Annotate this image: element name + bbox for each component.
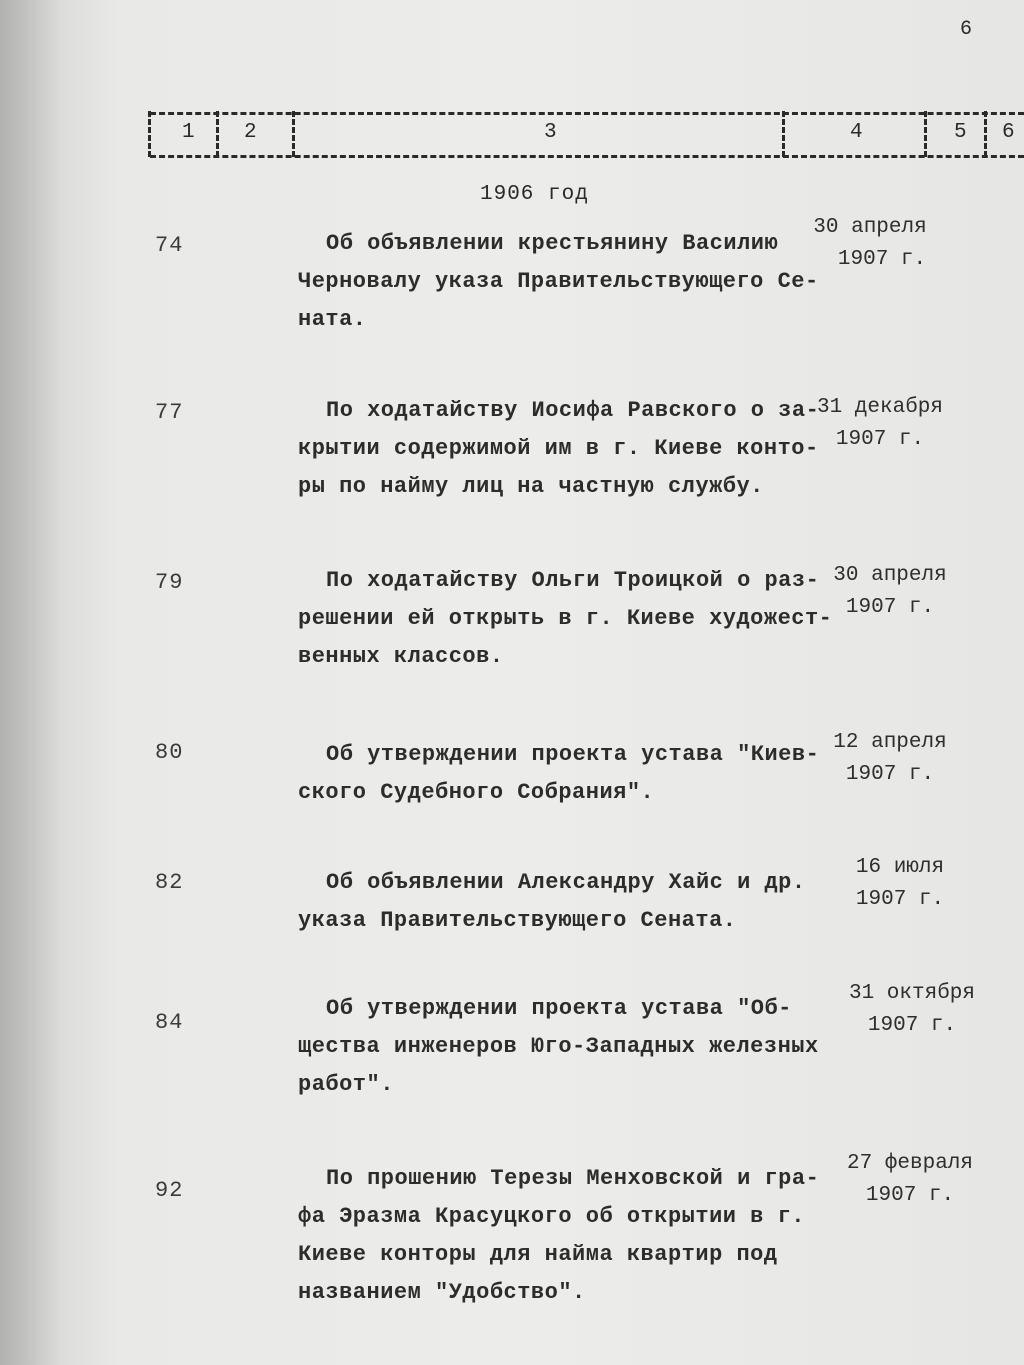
entry-text-line: ната. bbox=[298, 307, 367, 332]
entry-text-line: ского Судебного Собрания". bbox=[298, 780, 655, 805]
entry-text-line: По ходатайству Иосифа Равского о за- bbox=[326, 398, 820, 423]
entry-text bbox=[298, 736, 820, 812]
entry-text-line: Черновалу указа Правительствующего Се- bbox=[298, 269, 819, 294]
entry-text-line: Об утверждении проекта устава "Об- bbox=[326, 996, 792, 1021]
entry-text bbox=[298, 990, 819, 1104]
column-header-4: 4 bbox=[850, 121, 863, 144]
entry-date-day: 27 февраля bbox=[846, 1152, 974, 1175]
column-divider bbox=[782, 111, 785, 157]
entry-date-year: 1907 г. bbox=[837, 248, 927, 271]
column-header-5: 5 bbox=[954, 121, 967, 144]
entry-number: 80 bbox=[155, 740, 184, 765]
entry-text bbox=[298, 225, 819, 339]
entry-text-line: По прошению Терезы Менховской и гра- bbox=[326, 1166, 820, 1191]
entry-text-line: щества инженеров Юго-Западных железных bbox=[298, 1034, 819, 1059]
entry-date-year: 1907 г. bbox=[845, 763, 935, 786]
binding-shadow bbox=[0, 0, 60, 1365]
entry-date-day: 30 апреля bbox=[813, 216, 927, 239]
entry-date bbox=[820, 1148, 1000, 1212]
entry-text bbox=[298, 562, 833, 676]
entry-date-year: 1907 г. bbox=[845, 596, 935, 619]
entry-date-year: 1907 г. bbox=[867, 1014, 957, 1037]
entry-date-day: 12 апреля bbox=[833, 731, 947, 754]
entry-number: 77 bbox=[155, 400, 184, 425]
entry-text-line: фа Эразма Красуцкого об открытии в г. bbox=[298, 1204, 805, 1229]
entry-text-line: названием "Удобство". bbox=[298, 1280, 586, 1305]
entry-text-line: крытии содержимой им в г. Киеве конто- bbox=[298, 436, 819, 461]
column-header-strip bbox=[150, 112, 1024, 158]
entry-number: 82 bbox=[155, 870, 184, 895]
entry-date-day: 31 декабря bbox=[816, 396, 944, 419]
column-divider bbox=[984, 111, 987, 157]
entry-date-year: 1907 г. bbox=[835, 428, 925, 451]
entry-text-line: работ". bbox=[298, 1072, 394, 1097]
entry-number: 79 bbox=[155, 570, 184, 595]
column-header-1: 1 bbox=[182, 121, 195, 144]
entry-text-line: венных классов. bbox=[298, 644, 504, 669]
column-divider bbox=[292, 111, 295, 157]
entry-text-line: указа Правительствующего Сената. bbox=[298, 908, 737, 933]
entry-text-line: Об утверждении проекта устава "Киев- bbox=[326, 742, 820, 767]
year-heading: 1906 год bbox=[480, 183, 589, 206]
entry-text bbox=[298, 392, 820, 506]
entry-date bbox=[780, 212, 960, 276]
column-header-3: 3 bbox=[544, 121, 557, 144]
entry-date-day: 30 апреля bbox=[833, 564, 947, 587]
column-divider bbox=[924, 111, 927, 157]
entry-date-year: 1907 г. bbox=[865, 1184, 955, 1207]
entry-date bbox=[790, 392, 970, 456]
entry-number: 92 bbox=[155, 1178, 184, 1203]
entry-date bbox=[800, 560, 980, 624]
column-header-2: 2 bbox=[244, 121, 257, 144]
entry-text bbox=[298, 1160, 820, 1312]
entry-text bbox=[298, 864, 808, 940]
column-divider bbox=[148, 111, 151, 157]
entry-date bbox=[810, 852, 990, 916]
entry-text-line: решении ей открыть в г. Киеве художест- bbox=[298, 606, 833, 631]
entry-text-line: По ходатайству Ольги Троицкой о раз- bbox=[326, 568, 820, 593]
column-divider bbox=[216, 111, 219, 157]
entry-date-day: 16 июля bbox=[855, 856, 945, 879]
entry-text-line: Киеве конторы для найма квартир под bbox=[298, 1242, 778, 1267]
entry-date bbox=[800, 727, 980, 791]
entry-number: 84 bbox=[155, 1010, 184, 1035]
page-number: 6 bbox=[960, 18, 973, 41]
entry-text-line: Об объявлении Александру Хайс и др. bbox=[326, 870, 806, 895]
entry-number: 74 bbox=[155, 233, 184, 258]
entry-text-line: ры по найму лиц на частную службу. bbox=[298, 474, 764, 499]
entry-date-year: 1907 г. bbox=[855, 888, 945, 911]
entry-date-day: 31 октября bbox=[848, 982, 976, 1005]
entry-date bbox=[822, 978, 1002, 1042]
entry-text-line: Об объявлении крестьянину Василию bbox=[326, 231, 779, 256]
column-header-6: 6 bbox=[1002, 121, 1015, 144]
